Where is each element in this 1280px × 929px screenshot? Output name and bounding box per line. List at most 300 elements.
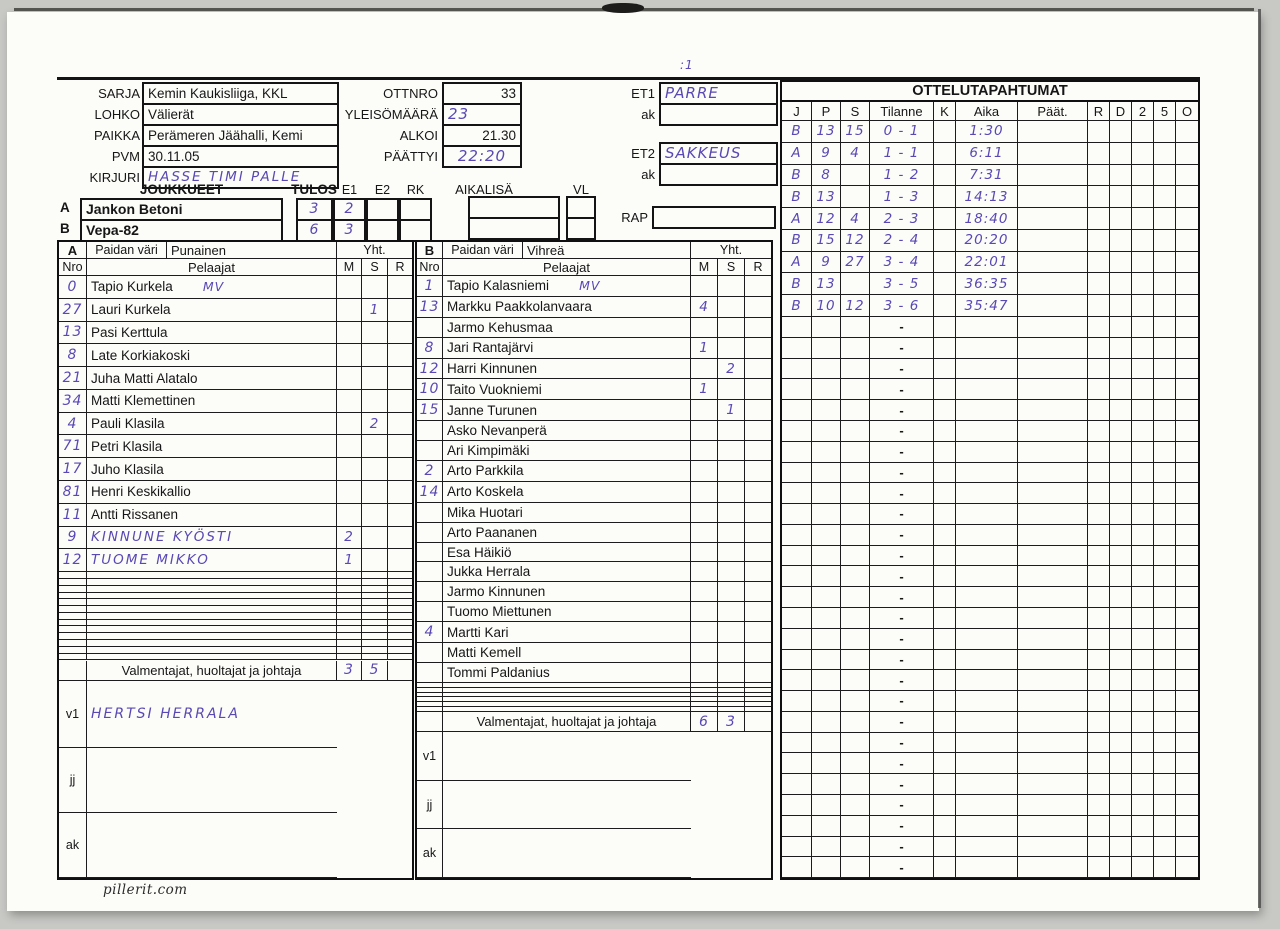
event-k-empty: [934, 712, 956, 733]
event-extra-empty: [1088, 504, 1110, 525]
player-goals: 1: [691, 338, 718, 359]
event-time-empty: [956, 712, 1018, 733]
event-k-empty: [934, 795, 956, 816]
event-row: [782, 608, 1198, 629]
event-extra-empty: [1110, 483, 1132, 504]
event-extra-empty: [1110, 421, 1132, 442]
player-goals: [337, 344, 362, 367]
event-team-empty: [782, 816, 812, 837]
event-paat: [1018, 273, 1088, 295]
pelaajat-header: Pelaajat: [443, 259, 691, 276]
player-number: 27: [59, 299, 87, 322]
player-goals: [337, 276, 362, 299]
event-player-empty: [812, 795, 841, 816]
event-extra-empty: [1176, 504, 1198, 525]
events-col-header-0: J: [782, 102, 812, 121]
event-score-dash: -: [870, 379, 934, 400]
event-extra-empty: [1132, 670, 1154, 691]
event-score: 1 - 2: [870, 165, 934, 187]
staff-label-jj: jj: [417, 781, 443, 830]
event-assist: 12: [841, 230, 870, 252]
event-assist-empty: [841, 483, 870, 504]
player-row: [59, 647, 412, 654]
player-goals: [337, 390, 362, 413]
event-player: 8: [812, 165, 841, 187]
pelaajat-header: Pelaajat: [87, 259, 337, 276]
event-extra-empty: [1132, 733, 1154, 754]
player-name: [87, 276, 337, 299]
event-row: [782, 208, 1198, 230]
player-penalties: [745, 643, 771, 663]
player-row: [59, 620, 412, 627]
player-name: [443, 562, 691, 582]
player-penalties-empty: [388, 579, 412, 586]
event-row: [782, 857, 1198, 878]
event-extra-empty: [1154, 816, 1176, 837]
player-assists: [362, 276, 388, 299]
player-name-text: Ari Kimpimäki: [447, 443, 530, 459]
event-extra-empty: [1154, 421, 1176, 442]
event-extra-empty: [1088, 650, 1110, 671]
player-number: 9: [59, 527, 87, 550]
event-extra-empty: [1154, 629, 1176, 650]
event-team: B: [782, 230, 812, 252]
player-name-empty: [87, 654, 337, 661]
player-name: [443, 338, 691, 359]
player-name-text: Jukka Herrala: [447, 564, 531, 580]
events-col-header-9: 2: [1132, 102, 1154, 121]
team-e2: [366, 219, 399, 242]
valmentajat-label: Valmentajat, huoltajat ja johtaja: [87, 661, 337, 681]
event-extra: [1088, 252, 1110, 274]
event-extra-empty: [1132, 774, 1154, 795]
team-rk: [399, 198, 432, 221]
event-assist: 4: [841, 143, 870, 165]
event-extra-empty: [1132, 463, 1154, 484]
event-time: 14:13: [956, 186, 1018, 208]
event-extra-empty: [1154, 795, 1176, 816]
event-extra-empty: [1154, 774, 1176, 795]
event-score: 3 - 4: [870, 252, 934, 274]
player-penalties: [388, 299, 412, 322]
event-team-empty: [782, 712, 812, 733]
player-number: 2: [417, 461, 443, 482]
player-goals: [691, 400, 718, 421]
event-k-empty: [934, 753, 956, 774]
event-player-empty: [812, 608, 841, 629]
player-goals: [337, 458, 362, 481]
event-player-empty: [812, 857, 841, 878]
event-paat-empty: [1018, 774, 1088, 795]
player-name: [443, 400, 691, 421]
field-label-mid-3: PÄÄTTYI: [383, 149, 438, 164]
field-label-sarja: SARJA: [98, 86, 140, 101]
event-row: [782, 795, 1198, 816]
event-team-empty: [782, 691, 812, 712]
event-extra-empty: [1110, 691, 1132, 712]
event-team-empty: [782, 359, 812, 380]
event-extra-empty: [1154, 587, 1176, 608]
event-team-empty: [782, 608, 812, 629]
player-row: [59, 344, 412, 367]
event-score-dash: -: [870, 400, 934, 421]
event-assist-empty: [841, 421, 870, 442]
event-extra-empty: [1176, 608, 1198, 629]
player-row: [59, 593, 412, 600]
player-penalties-empty: [388, 572, 412, 579]
event-time-empty: [956, 816, 1018, 837]
scan-edge-right: [1258, 9, 1261, 908]
player-penalties: [388, 413, 412, 436]
event-time: 7:31: [956, 165, 1018, 187]
event-k-empty: [934, 733, 956, 754]
events-col-header-8: D: [1110, 102, 1132, 121]
player-row: [417, 523, 771, 543]
et-value-3: [659, 163, 778, 186]
event-assist: 12: [841, 295, 870, 317]
player-row: [417, 582, 771, 602]
player-name: [443, 582, 691, 602]
event-time: 18:40: [956, 208, 1018, 230]
event-player: 9: [812, 252, 841, 274]
event-extra-empty: [1176, 753, 1198, 774]
player-assists: [718, 441, 745, 461]
event-team-empty: [782, 421, 812, 442]
events-col-header-10: 5: [1154, 102, 1176, 121]
staff-rows: [417, 732, 771, 878]
event-extra-empty: [1088, 421, 1110, 442]
player-number: 4: [59, 413, 87, 436]
player-name: [443, 318, 691, 338]
event-extra-empty: [1154, 857, 1176, 878]
player-number: 14: [417, 482, 443, 503]
event-paat-empty: [1018, 670, 1088, 691]
event-extra-empty: [1132, 359, 1154, 380]
event-assist-empty: [841, 670, 870, 691]
event-extra-empty: [1132, 753, 1154, 774]
event-score-dash: -: [870, 650, 934, 671]
field-value-mid-1: 23: [442, 103, 522, 126]
event-extra-empty: [1110, 525, 1132, 546]
event-row: [782, 463, 1198, 484]
event-team: A: [782, 143, 812, 165]
player-penalties: [745, 562, 771, 582]
player-number: [417, 318, 443, 338]
event-assist-empty: [841, 608, 870, 629]
events-body: [782, 121, 1198, 878]
joukkueet-label: JOUKKUEET: [139, 182, 224, 197]
event-paat-empty: [1018, 712, 1088, 733]
event-assist: 4: [841, 208, 870, 230]
event-extra-empty: [1110, 753, 1132, 774]
player-name: [443, 461, 691, 482]
event-extra: [1154, 252, 1176, 274]
event-time-empty: [956, 795, 1018, 816]
team-letter-cell: A: [59, 242, 87, 259]
player-row: [417, 663, 771, 683]
event-player-empty: [812, 670, 841, 691]
player-goals-empty: [337, 613, 362, 620]
event-row: [782, 753, 1198, 774]
event-time-empty: [956, 338, 1018, 359]
team-name: Jankon Betoni: [80, 198, 283, 221]
event-k: [934, 208, 956, 230]
event-row: [782, 165, 1198, 187]
event-player: 15: [812, 230, 841, 252]
event-row: [782, 837, 1198, 858]
event-score-dash: -: [870, 463, 934, 484]
event-score-dash: -: [870, 629, 934, 650]
event-extra-empty: [1132, 587, 1154, 608]
field-label-mid-2: ALKOI: [399, 128, 438, 143]
event-k: [934, 230, 956, 252]
player-penalties-empty: [388, 626, 412, 633]
player-row: [59, 322, 412, 345]
events-header-row: [782, 102, 1198, 121]
event-extra-empty: [1088, 816, 1110, 837]
staff-value-v1: HERTSI HERRALA: [87, 681, 337, 748]
event-k: [934, 121, 956, 143]
event-extra-empty: [1088, 712, 1110, 733]
event-row: [782, 629, 1198, 650]
event-extra-empty: [1110, 670, 1132, 691]
player-row: [59, 599, 412, 606]
event-paat-empty: [1018, 650, 1088, 671]
event-paat: [1018, 208, 1088, 230]
event-extra: [1154, 208, 1176, 230]
player-assists: [362, 527, 388, 550]
event-extra-empty: [1132, 650, 1154, 671]
event-extra-empty: [1088, 359, 1110, 380]
event-player: 13: [812, 186, 841, 208]
player-name-text: Mika Huotari: [447, 504, 523, 520]
player-name-text: Esa Häikiö: [447, 544, 512, 560]
event-extra: [1088, 273, 1110, 295]
event-extra-empty: [1132, 816, 1154, 837]
nro-header: Nro: [417, 259, 443, 276]
player-row: [59, 626, 412, 633]
player-row: [59, 606, 412, 613]
event-extra-empty: [1154, 546, 1176, 567]
event-team-empty: [782, 587, 812, 608]
player-name-text: Tapio Kalasniemi: [447, 278, 550, 294]
player-penalties: [388, 481, 412, 504]
player-name-empty: [87, 633, 337, 640]
events-title: OTTELUTAPAHTUMAT: [912, 83, 1068, 99]
event-team-empty: [782, 857, 812, 878]
player-goals: 1: [691, 379, 718, 400]
r-header: R: [388, 259, 412, 276]
event-score-dash: -: [870, 483, 934, 504]
event-team: B: [782, 186, 812, 208]
event-extra-empty: [1132, 712, 1154, 733]
event-assist-empty: [841, 753, 870, 774]
event-player-empty: [812, 483, 841, 504]
event-extra-empty: [1088, 587, 1110, 608]
staff-total-row: [417, 712, 771, 732]
player-row: [417, 379, 771, 400]
player-goals: [691, 562, 718, 582]
event-extra-empty: [1110, 338, 1132, 359]
player-goals: [337, 367, 362, 390]
event-extra-empty: [1088, 379, 1110, 400]
event-score-dash: -: [870, 837, 934, 858]
event-extra-empty: [1132, 317, 1154, 338]
event-time-empty: [956, 379, 1018, 400]
event-time-empty: [956, 546, 1018, 567]
player-name: [87, 458, 337, 481]
event-score-dash: -: [870, 566, 934, 587]
event-row: [782, 525, 1198, 546]
team-name: Vepa-82: [80, 219, 283, 242]
events-col-header-4: K: [934, 102, 956, 121]
event-extra: [1154, 186, 1176, 208]
player-penalties: [745, 582, 771, 602]
event-extra-empty: [1176, 400, 1198, 421]
player-number: [417, 441, 443, 461]
event-score: 3 - 5: [870, 273, 934, 295]
e2-label: E2: [374, 183, 391, 197]
event-extra: [1110, 121, 1132, 143]
player-penalties: [388, 322, 412, 345]
event-assist-empty: [841, 857, 870, 878]
event-team-empty: [782, 795, 812, 816]
player-penalties-empty: [388, 620, 412, 627]
player-number-empty: [59, 572, 87, 579]
event-time: 6:11: [956, 143, 1018, 165]
player-number-empty: [59, 593, 87, 600]
event-extra-empty: [1110, 442, 1132, 463]
event-row: [782, 186, 1198, 208]
player-name-text: Arto Parkkila: [447, 463, 524, 479]
event-extra-empty: [1110, 587, 1132, 608]
staff-label-jj: jj: [59, 748, 87, 813]
player-assists: [718, 582, 745, 602]
event-assist: [841, 273, 870, 295]
field-value-sarja: Kemin Kaukisliiga, KKL: [142, 82, 339, 105]
event-extra: [1088, 143, 1110, 165]
staff-value-v1: [443, 732, 691, 781]
event-time-empty: [956, 442, 1018, 463]
player-name: [443, 602, 691, 622]
event-player-empty: [812, 504, 841, 525]
et-label-0: ET1: [631, 86, 655, 101]
event-extra-empty: [1154, 608, 1176, 629]
player-penalties: [388, 549, 412, 572]
event-extra: [1110, 273, 1132, 295]
event-extra-empty: [1132, 566, 1154, 587]
player-name-text: Henri Keskikallio: [91, 484, 191, 500]
player-goals: [337, 413, 362, 436]
player-number: 8: [59, 344, 87, 367]
event-extra-empty: [1110, 629, 1132, 650]
player-name-text: Asko Nevanperä: [447, 423, 547, 439]
event-team-empty: [782, 733, 812, 754]
team-rk: [399, 219, 432, 242]
player-row: [417, 359, 771, 380]
event-extra-empty: [1088, 483, 1110, 504]
event-paat: [1018, 230, 1088, 252]
event-assist-empty: [841, 338, 870, 359]
player-name-empty: [87, 640, 337, 647]
player-number: 4: [417, 622, 443, 643]
event-extra-empty: [1110, 379, 1132, 400]
event-row: [782, 421, 1198, 442]
player-assists-empty: [362, 579, 388, 586]
event-k-empty: [934, 379, 956, 400]
player-number: 1: [417, 276, 443, 297]
event-paat-empty: [1018, 587, 1088, 608]
player-row: [417, 643, 771, 663]
event-extra-empty: [1154, 400, 1176, 421]
events-col-header-6: Päät.: [1018, 102, 1088, 121]
player-penalties: [745, 421, 771, 441]
event-player-empty: [812, 317, 841, 338]
event-extra: [1176, 121, 1198, 143]
player-row: [59, 299, 412, 322]
event-extra-empty: [1110, 317, 1132, 338]
event-extra-empty: [1176, 650, 1198, 671]
player-number: 34: [59, 390, 87, 413]
vl-label: VL: [573, 182, 589, 197]
event-k-empty: [934, 463, 956, 484]
team-letter-cell: B: [417, 242, 443, 259]
event-k-empty: [934, 359, 956, 380]
team-e1: 2: [333, 198, 366, 221]
player-penalties: [388, 527, 412, 550]
aikalisa-label: AIKALISÄ: [455, 182, 513, 197]
player-number: [417, 643, 443, 663]
event-row: [782, 400, 1198, 421]
event-player-empty: [812, 816, 841, 837]
event-extra: [1132, 143, 1154, 165]
event-extra: [1154, 143, 1176, 165]
event-extra-empty: [1176, 837, 1198, 858]
player-row: [59, 435, 412, 458]
player-goals: [691, 276, 718, 297]
player-goals: [691, 663, 718, 683]
player-penalties: [745, 276, 771, 297]
player-assists: [718, 276, 745, 297]
player-name-text: Markku Paakkolanvaara: [447, 299, 592, 315]
yht-label: Yht.: [691, 242, 771, 259]
goalkeeper-mark: MV: [579, 278, 601, 294]
player-goals: [691, 461, 718, 482]
event-assist-empty: [841, 442, 870, 463]
event-row: [782, 230, 1198, 252]
events-col-header-11: O: [1176, 102, 1198, 121]
player-goals: [691, 602, 718, 622]
player-goals: [691, 503, 718, 523]
event-row: [782, 816, 1198, 837]
player-name: [443, 421, 691, 441]
event-team: B: [782, 165, 812, 187]
player-name: [87, 299, 337, 322]
event-player-empty: [812, 546, 841, 567]
event-extra-empty: [1176, 587, 1198, 608]
event-extra-empty: [1176, 442, 1198, 463]
player-assists: [718, 523, 745, 543]
player-name-empty: [87, 572, 337, 579]
event-extra-empty: [1088, 566, 1110, 587]
field-label-paikka: PAIKKA: [93, 128, 140, 143]
event-player: 13: [812, 121, 841, 143]
event-row: [782, 295, 1198, 317]
event-paat-empty: [1018, 442, 1088, 463]
event-k-empty: [934, 483, 956, 504]
event-score: 1 - 1: [870, 143, 934, 165]
event-extra-empty: [1176, 670, 1198, 691]
